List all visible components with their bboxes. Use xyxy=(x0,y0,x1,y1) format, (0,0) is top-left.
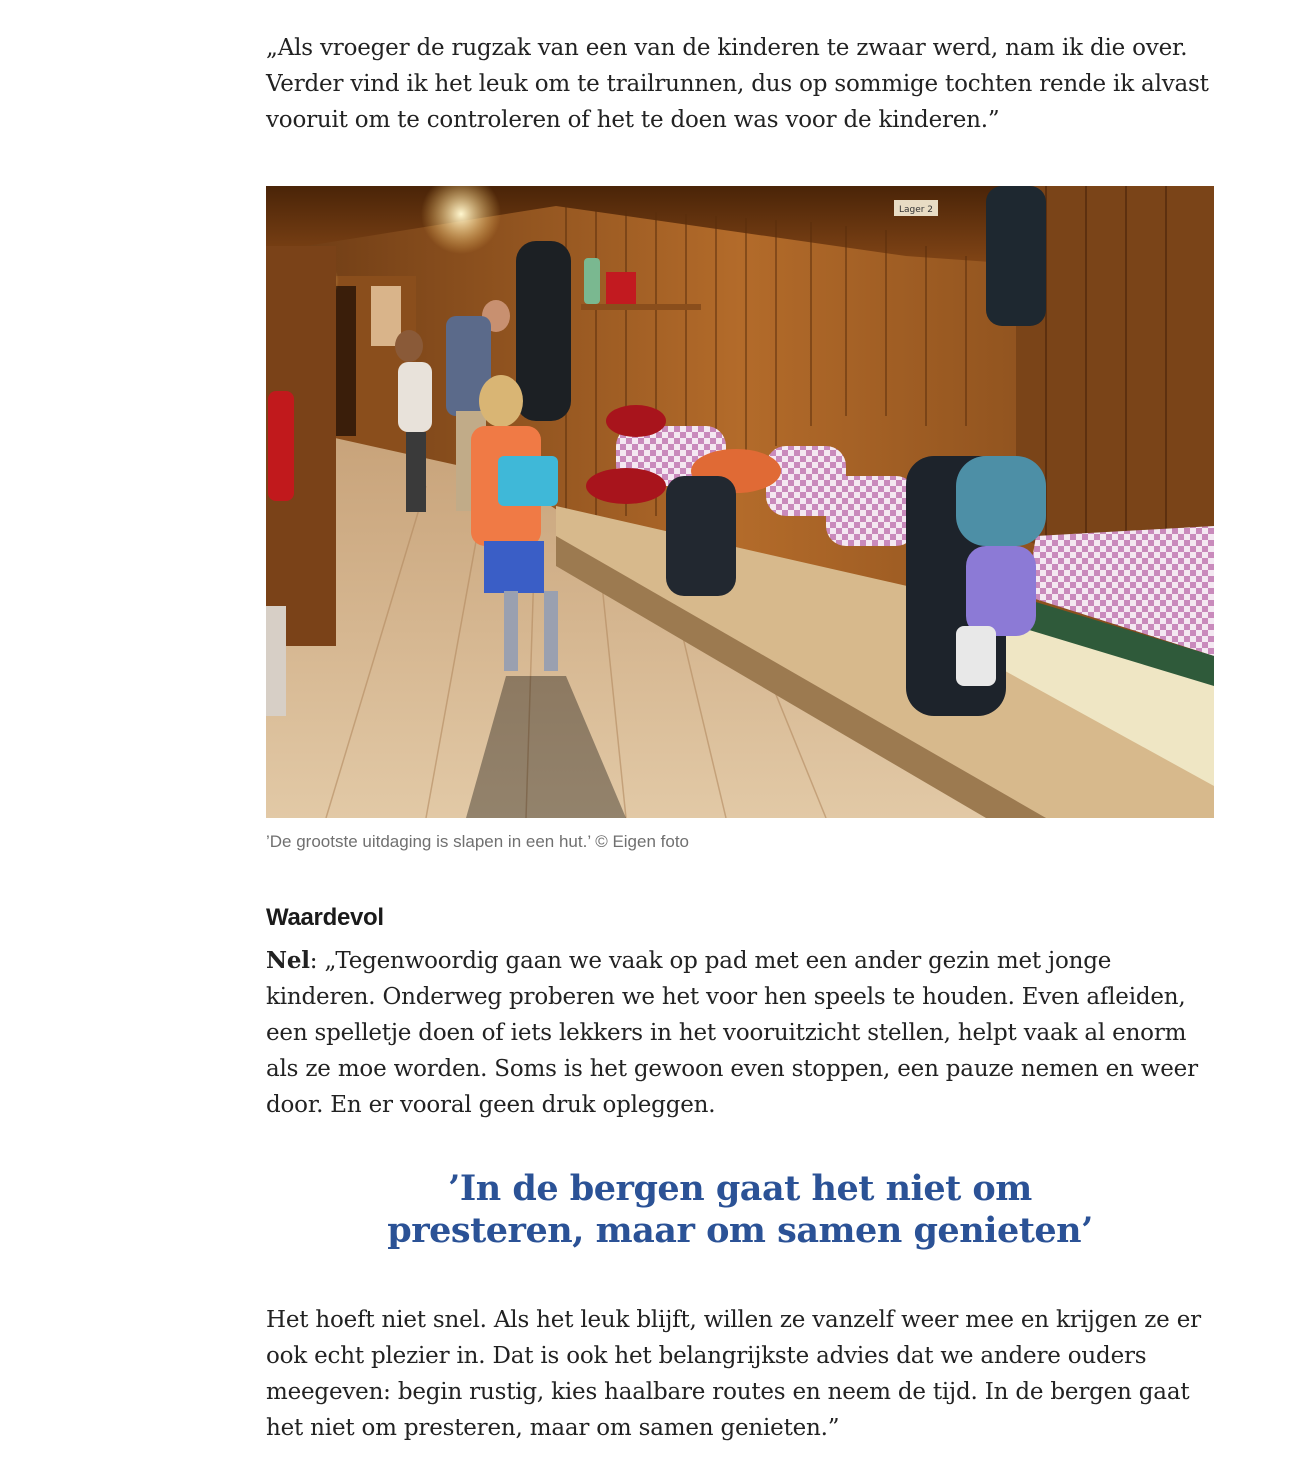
pull-quote xyxy=(266,1168,1214,1252)
mountain-hut-dormitory-photo[interactable] xyxy=(266,186,1214,818)
closing-paragraph: Het hoeft niet snel. Als het leuk blijft, willen ze vanzelf weer mee en krijgen ze er ook echt plezier in. Dat is ook het belangrijkste advies dat we andere ouders meegeven: begin rustig, kies haalbare routes en neem de tijd. In de bergen gaat het niet om presteren, maar om samen genieten.” xyxy=(266,1307,1201,1441)
section-heading: Waardevol xyxy=(266,904,384,931)
pull-quote-line2: presteren, maar om samen genieten’ xyxy=(387,1210,1093,1251)
article-figure xyxy=(266,186,1214,852)
section-paragraph xyxy=(266,943,1214,1123)
intro-paragraph: „Als vroeger de rugzak van een van de kinderen te zwaar werd, nam ik die over. Verder vind ik het leuk om te trailrunnen, dus op sommige tochten rende ik alvast vooruit om te controleren of het te doen was voor de kinderen.” xyxy=(266,35,1209,133)
section-paragraph-text: : „Tegenwoordig gaan we vaak op pad met een ander gezin met jonge kinderen. Onderweg proberen we het voor hen speels te houden. Even afleiden, een spelletje doen of iets lekkers in het vooruitzicht stellen, helpt vaak al enorm als ze moe worden. Soms is het gewoon even stoppen, een pauze nemen en weer door. En er vooral geen druk opleggen. xyxy=(266,948,1198,1118)
speaker-name: Nel xyxy=(266,947,310,974)
svg-text:Lager 2: Lager 2 xyxy=(898,205,934,215)
pull-quote-line1: ’In de bergen gaat het niet om xyxy=(448,1168,1032,1209)
photo-caption: ’De grootste uitdaging is slapen in een hut.’ © Eigen foto xyxy=(266,832,689,851)
